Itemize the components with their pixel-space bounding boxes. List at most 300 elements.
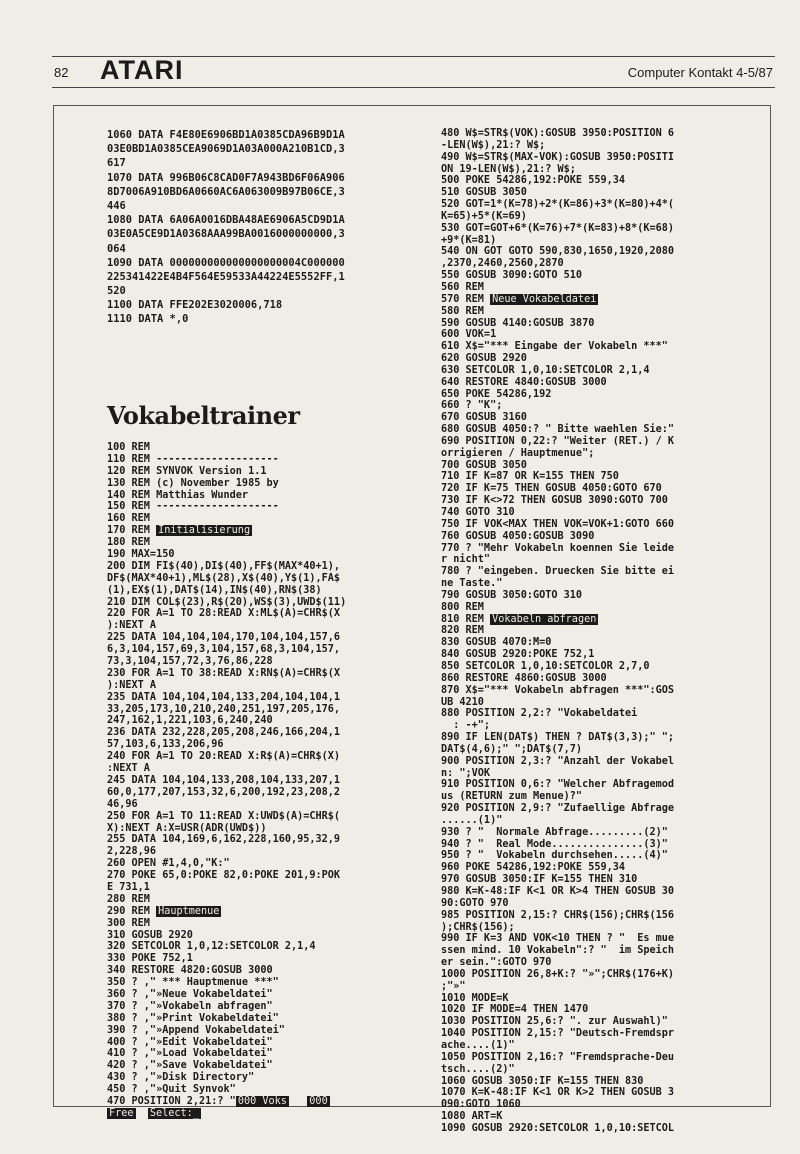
code-line xyxy=(107,213,345,227)
code-text: 830 GOSUB 4070:M=0 xyxy=(441,637,552,649)
code-line xyxy=(107,501,346,513)
code-line xyxy=(441,1052,674,1064)
code-line xyxy=(441,543,674,555)
code-text: 300 REM xyxy=(107,917,150,929)
code-text: 200 DIM FI$(40),DI$(40),FF$(MAX*40+1), xyxy=(107,560,341,572)
code-text: 560 REM xyxy=(441,281,484,293)
code-text: ON 19-LEN(W$),21:? W$; xyxy=(441,163,576,175)
code-text: 570 REM xyxy=(441,293,491,305)
code-text: 730 IF K<>72 THEN GOSUB 3090:GOTO 700 xyxy=(441,495,668,507)
code-text: 230 FOR A=1 TO 38:READ X:RN$(A)=CHR$(X xyxy=(107,667,341,679)
code-text: :NEXT A xyxy=(107,763,150,775)
code-line xyxy=(107,668,346,680)
code-line xyxy=(441,720,674,732)
code-line xyxy=(441,945,674,957)
code-line xyxy=(441,389,674,401)
code-line xyxy=(441,187,674,199)
code-line xyxy=(441,377,674,389)
code-line xyxy=(441,957,674,969)
code-text: 450 ? ,"»Quit Synvok" xyxy=(107,1084,236,1096)
code-line xyxy=(441,590,674,602)
code-text: K=65)+5*(K=69) xyxy=(441,210,527,222)
code-text: 520 xyxy=(107,285,126,298)
code-line xyxy=(107,442,346,454)
inverse-label: Neue Vokabeldatei xyxy=(492,293,597,305)
code-text: 280 REM xyxy=(107,893,150,905)
code-line xyxy=(107,142,345,156)
code-line xyxy=(107,656,346,668)
code-line xyxy=(107,199,345,213)
code-line xyxy=(107,632,346,644)
code-line xyxy=(441,365,674,377)
code-text: 1000 POSITION 26,8+K:? "»";CHR$(176+K) xyxy=(441,968,675,980)
code-line xyxy=(107,1060,346,1072)
code-text: 810 REM xyxy=(441,613,491,625)
code-line xyxy=(441,282,674,294)
code-text: 235 DATA 104,104,104,133,204,104,104,1 xyxy=(107,691,341,703)
code-line xyxy=(441,424,674,436)
code-line xyxy=(441,815,674,827)
code-text: 600 VOK=1 xyxy=(441,329,497,341)
code-line xyxy=(107,227,345,241)
code-line xyxy=(107,620,346,632)
code-text: 130 REM (c) November 1985 by xyxy=(107,477,279,489)
inverse-label: Hauptmenue xyxy=(158,905,220,917)
code-text: (1),EX$(1),DAT$(14),IN$(40),RN$(38) xyxy=(107,584,322,596)
inverse-label: 000 Voks xyxy=(237,1095,287,1107)
code-line xyxy=(107,823,346,835)
code-text: 680 GOSUB 4050:? " Bitte waehlen Sie:" xyxy=(441,424,675,436)
code-text: 770 ? "Mehr Vokabeln koennen Sie leide xyxy=(441,542,675,554)
code-text: 60,0,177,207,153,32,6,200,192,23,208,2 xyxy=(107,786,341,798)
code-line xyxy=(441,602,674,614)
code-text: 260 OPEN #1,4,0,"K:" xyxy=(107,858,230,870)
code-text: -LEN(W$),21:? W$; xyxy=(441,139,546,151)
page-number: 82 xyxy=(54,65,69,80)
code-line xyxy=(441,353,674,365)
inverse-label: Initialisierung xyxy=(158,525,251,537)
code-line xyxy=(107,128,345,142)
code-text: 290 REM xyxy=(107,905,157,917)
code-line xyxy=(441,910,674,922)
code-line xyxy=(441,223,674,235)
code-text: E 731,1 xyxy=(107,881,150,893)
code-text: 1050 POSITION 2,16:? "Fremdsprache-Deu xyxy=(441,1051,675,1063)
code-text: 790 GOSUB 3050:GOTO 310 xyxy=(441,589,583,601)
code-text: 8D7006A910BD6A0660AC6A063009B97B06CE,3 xyxy=(107,185,345,198)
code-line xyxy=(441,969,674,981)
code-text: 650 POKE 54286,192 xyxy=(441,388,552,400)
code-text: 6,3,104,157,69,3,104,157,68,3,104,157, xyxy=(107,644,341,656)
code-text: 480 W$=STR$(VOK):GOSUB 3950:POSITION 6 xyxy=(441,128,675,139)
code-text: 800 REM xyxy=(441,601,484,613)
code-text: UB 4210 xyxy=(441,696,484,708)
code-line xyxy=(441,697,674,709)
code-line xyxy=(107,561,346,573)
code-text: 660 ? "K"; xyxy=(441,400,503,412)
code-text: 225 DATA 104,104,104,170,104,104,157,6 xyxy=(107,632,341,644)
code-text: 245 DATA 104,104,133,208,104,133,207,1 xyxy=(107,774,341,786)
code-line xyxy=(441,199,674,211)
code-line xyxy=(107,156,345,170)
code-line xyxy=(107,585,346,597)
code-text: 520 GOT=1*(K=78)+2*(K=86)+3*(K=80)+4*( xyxy=(441,199,675,211)
code-text: 540 ON GOT GOTO 590,830,1650,1920,2080 xyxy=(441,246,675,258)
code-text: 820 REM xyxy=(441,625,484,637)
code-text: 710 IF K=87 OR K=155 THEN 750 xyxy=(441,471,619,483)
code-text: 03E0BD1A0385CEA9069D1A03A000A210B1CD,3 xyxy=(107,143,345,156)
code-line xyxy=(107,185,345,199)
code-text: 2,228,96 xyxy=(107,846,157,858)
code-text: 960 POKE 54286,192:POKE 559,34 xyxy=(441,862,626,874)
code-text: us (RETURN zum Menue)?" xyxy=(441,791,583,803)
code-line xyxy=(107,549,346,561)
code-line xyxy=(107,918,346,930)
code-text: 380 ? ,"»Print Vokabeldatei" xyxy=(107,1012,279,1024)
code-line xyxy=(107,811,346,823)
code-line xyxy=(441,768,674,780)
code-line xyxy=(441,827,674,839)
code-line xyxy=(441,578,674,590)
code-line xyxy=(441,685,674,697)
code-line xyxy=(107,763,346,775)
code-line xyxy=(441,507,674,519)
code-line xyxy=(441,673,674,685)
code-text: 03E0A5CE9D1A0368AAA99BA0016000000000,3 xyxy=(107,228,345,241)
code-text: 064 xyxy=(107,242,126,255)
listing-left-column xyxy=(107,442,346,1120)
code-line xyxy=(441,294,674,306)
code-line xyxy=(441,140,674,152)
code-line xyxy=(441,850,674,862)
code-text: 100 REM xyxy=(107,442,150,453)
code-line xyxy=(441,270,674,282)
code-line xyxy=(441,258,674,270)
code-line xyxy=(441,436,674,448)
code-text: 700 GOSUB 3050 xyxy=(441,459,527,471)
code-line xyxy=(441,460,674,472)
code-line xyxy=(441,933,674,945)
code-text: 490 W$=STR$(MAX-VOK):GOSUB 3950:POSITI xyxy=(441,151,675,163)
code-text: 190 MAX=150 xyxy=(107,549,175,561)
code-line xyxy=(441,1064,674,1076)
code-text: 57,103,6,133,206,96 xyxy=(107,739,224,751)
code-text: 610 X$="*** Eingabe der Vokabeln ***" xyxy=(441,341,668,353)
code-text: 780 ? "eingeben. Druecken Sie bitte ei xyxy=(441,566,675,578)
code-text: 1060 GOSUB 3050:IF K=155 THEN 830 xyxy=(441,1075,644,1087)
code-line xyxy=(107,490,346,502)
code-text: tsch....(2)" xyxy=(441,1063,515,1075)
code-text: 220 FOR A=1 TO 28:READ X:ML$(A)=CHR$(X xyxy=(107,608,341,620)
code-text: 1090 DATA 000000000000000000004C000000 xyxy=(107,256,345,269)
code-line xyxy=(107,1096,346,1108)
code-text: 360 ? ,"»Neue Vokabeldatei" xyxy=(107,988,273,1000)
code-text: 350 ? ," *** Hauptmenue ***" xyxy=(107,977,279,989)
code-line xyxy=(107,284,345,298)
code-line xyxy=(441,318,674,330)
code-line xyxy=(107,1048,346,1060)
code-text: 210 DIM COL$(23),R$(20),WS$(3),UWD$(11) xyxy=(107,596,347,608)
code-line xyxy=(441,175,674,187)
code-text: 390 ? ,"»Append Vokabeldatei" xyxy=(107,1024,285,1036)
code-text: 120 REM SYNVOK Version 1.1 xyxy=(107,465,267,477)
code-text: 1100 DATA FFE202E3020006,718 xyxy=(107,299,283,312)
code-text: 420 ? ,"»Save Vokabeldatei" xyxy=(107,1060,273,1072)
code-line xyxy=(107,537,346,549)
code-text: 410 ? ,"»Load Vokabeldatei" xyxy=(107,1048,273,1060)
code-line xyxy=(107,965,346,977)
code-line xyxy=(107,692,346,704)
code-line xyxy=(107,941,346,953)
code-line xyxy=(107,977,346,989)
code-line xyxy=(107,644,346,656)
code-text: 330 POKE 752,1 xyxy=(107,953,193,965)
code-line xyxy=(107,1013,346,1025)
code-line xyxy=(441,981,674,993)
code-text: 430 ? ,"»Disk Directory" xyxy=(107,1072,255,1084)
code-text: 160 REM xyxy=(107,513,150,525)
code-text: 940 ? " Real Mode...............(3)" xyxy=(441,838,668,850)
code-line xyxy=(441,1099,674,1111)
code-text: 860 RESTORE 4860:GOSUB 3000 xyxy=(441,672,607,684)
code-text: 110 REM -------------------- xyxy=(107,453,279,465)
code-text: 470 POSITION 2,21:? " xyxy=(107,1095,236,1107)
code-text: 1070 DATA 996B06C8CAD0F7A943BD6F06A906 xyxy=(107,171,345,184)
code-line xyxy=(107,799,346,811)
code-line xyxy=(441,1004,674,1016)
issue-label: Computer Kontakt 4-5/87 xyxy=(627,65,773,80)
code-text: ssen mind. 10 Vokabeln":? " im Speich xyxy=(441,945,675,957)
code-line xyxy=(441,874,674,886)
code-text: 617 xyxy=(107,157,126,170)
code-line xyxy=(441,246,674,258)
code-line xyxy=(107,466,346,478)
code-text: 870 X$="*** Vokabeln abfragen ***":GOS xyxy=(441,684,675,696)
code-line xyxy=(441,791,674,803)
section-title: Vokabeltrainer xyxy=(107,401,300,430)
code-text: ;"»" xyxy=(441,980,466,992)
code-line xyxy=(107,454,346,466)
page-header xyxy=(52,56,775,88)
code-text: 970 GOSUB 3050:IF K=155 THEN 310 xyxy=(441,874,638,886)
code-text: 880 POSITION 2,2:? "Vokabeldatei xyxy=(441,708,638,720)
code-line xyxy=(107,608,346,620)
code-line xyxy=(441,1040,674,1052)
code-line xyxy=(441,483,674,495)
code-text: 250 FOR A=1 TO 11:READ X:UWD$(A)=CHR$( xyxy=(107,810,341,822)
code-line xyxy=(441,1076,674,1088)
code-line xyxy=(441,1016,674,1028)
code-text: 550 GOSUB 3090:GOTO 510 xyxy=(441,270,583,282)
code-text: 590 GOSUB 4140:GOSUB 3870 xyxy=(441,317,595,329)
code-line xyxy=(107,1084,346,1096)
code-text: 840 GOSUB 2920:POKE 752,1 xyxy=(441,649,595,661)
code-text xyxy=(289,1096,307,1107)
code-text: ache....(1)" xyxy=(441,1039,515,1051)
code-text: +9*(K=81) xyxy=(441,234,497,246)
code-line xyxy=(441,661,674,673)
code-line xyxy=(441,531,674,543)
code-line xyxy=(441,412,674,424)
code-line xyxy=(441,566,674,578)
code-line xyxy=(107,930,346,942)
code-text: 236 DATA 232,228,205,208,246,166,204,1 xyxy=(107,727,341,739)
code-line xyxy=(441,329,674,341)
code-text: DAT$(4,6);" ";DAT$(7,7) xyxy=(441,743,583,755)
code-text: 150 REM -------------------- xyxy=(107,501,279,513)
code-line xyxy=(441,152,674,164)
code-line xyxy=(441,164,674,176)
code-text: 1020 IF MODE=4 THEN 1470 xyxy=(441,1004,589,1016)
code-line xyxy=(107,906,346,918)
code-line xyxy=(107,1025,346,1037)
inverse-label: 000 xyxy=(309,1095,328,1107)
code-line xyxy=(107,704,346,716)
code-line xyxy=(107,870,346,882)
listing-right-column xyxy=(441,128,674,1135)
code-text: ......(1)" xyxy=(441,814,503,826)
code-text: 500 POKE 54286,192:POKE 559,34 xyxy=(441,175,626,187)
code-line xyxy=(107,1001,346,1013)
code-text: 750 IF VOK<MAX THEN VOK=VOK+1:GOTO 660 xyxy=(441,518,675,530)
inverse-label: Select:_ xyxy=(149,1107,199,1119)
code-line xyxy=(107,256,345,270)
code-text: 630 SETCOLOR 1,0,10:SETCOLOR 2,1,4 xyxy=(441,364,650,376)
code-line xyxy=(107,739,346,751)
code-text: 690 POSITION 0,22:? "Weiter (RET.) / K xyxy=(441,435,675,447)
code-line xyxy=(441,744,674,756)
code-line xyxy=(441,495,674,507)
code-line xyxy=(441,448,674,460)
code-text: 920 POSITION 2,9:? "Zufaellige Abfrage xyxy=(441,803,675,815)
code-line xyxy=(441,1028,674,1040)
code-text: 170 REM xyxy=(107,525,157,537)
code-text: 320 SETCOLOR 1,0,12:SETCOLOR 2,1,4 xyxy=(107,941,316,953)
code-text: 1030 POSITION 25,6:? ". zur Auswahl)" xyxy=(441,1016,668,1028)
code-text: 640 RESTORE 4840:GOSUB 3000 xyxy=(441,376,607,388)
code-text: 1080 ART=K xyxy=(441,1111,503,1123)
code-line xyxy=(107,312,345,326)
code-line xyxy=(107,525,346,537)
code-line xyxy=(441,341,674,353)
code-text: 1040 POSITION 2,15:? "Deutsch-Fremdspr xyxy=(441,1028,675,1040)
code-text: 950 ? " Vokabeln durchsehen.....(4)" xyxy=(441,850,668,862)
code-text: er sein.":GOTO 970 xyxy=(441,957,552,969)
code-line xyxy=(107,680,346,692)
code-line xyxy=(441,898,674,910)
code-text: 990 IF K=3 AND VOK<10 THEN ? " Es mue xyxy=(441,933,675,945)
code-text: ,2370,2460,2560,2870 xyxy=(441,258,564,270)
code-text: 510 GOSUB 3050 xyxy=(441,187,527,199)
code-text: 255 DATA 104,169,6,162,228,160,95,32,9 xyxy=(107,834,341,846)
code-text: 180 REM xyxy=(107,537,150,549)
code-line xyxy=(107,1108,346,1120)
code-text: X):NEXT A:X=USR(ADR(UWD$)) xyxy=(107,822,267,834)
code-line xyxy=(107,989,346,1001)
code-text: 1080 DATA 6A06A0016DBA48AE6906A5CD9D1A xyxy=(107,214,345,227)
code-text: 620 GOSUB 2920 xyxy=(441,353,527,365)
code-text: 310 GOSUB 2920 xyxy=(107,929,193,941)
code-line xyxy=(441,519,674,531)
code-line xyxy=(441,637,674,649)
code-text: 247,162,1,221,103,6,240,240 xyxy=(107,715,273,727)
code-line xyxy=(441,1087,674,1099)
code-line xyxy=(441,756,674,768)
code-text: 33,205,173,10,210,240,251,197,205,176, xyxy=(107,703,341,715)
code-line xyxy=(441,649,674,661)
code-line xyxy=(107,171,345,185)
code-text: 340 RESTORE 4820:GOSUB 3000 xyxy=(107,965,273,977)
code-text: ):NEXT A xyxy=(107,620,157,632)
code-line xyxy=(441,708,674,720)
code-line xyxy=(107,573,346,585)
code-text: 1010 MODE=K xyxy=(441,992,509,1004)
code-line xyxy=(107,270,345,284)
code-text: 370 ? ,"»Vokabeln abfragen" xyxy=(107,1000,273,1012)
code-line xyxy=(441,886,674,898)
code-line xyxy=(441,625,674,637)
code-line xyxy=(441,471,674,483)
code-text: 720 IF K=75 THEN GOSUB 4050:GOTO 670 xyxy=(441,483,662,495)
code-text: ne Taste." xyxy=(441,578,503,590)
code-line xyxy=(441,1111,674,1123)
code-text: 760 GOSUB 4050:GOSUB 3090 xyxy=(441,530,595,542)
code-line xyxy=(107,787,346,799)
code-text: 90:GOTO 970 xyxy=(441,897,509,909)
code-text: 980 K=K-48:IF K<1 OR K>4 THEN GOSUB 30 xyxy=(441,886,675,897)
code-line xyxy=(107,858,346,870)
code-line xyxy=(107,846,346,858)
code-line xyxy=(441,862,674,874)
code-line xyxy=(441,839,674,851)
code-text: 850 SETCOLOR 1,0,10:SETCOLOR 2,7,0 xyxy=(441,660,650,672)
code-text: 985 POSITION 2,15:? CHR$(156);CHR$(156 xyxy=(441,909,675,921)
code-text: : -+"; xyxy=(441,720,491,732)
code-line xyxy=(107,775,346,787)
code-text: DF$(MAX*40+1),ML$(28),X$(40),Y$(1),FA$ xyxy=(107,572,341,584)
code-line xyxy=(107,882,346,894)
code-text: 090:GOTO 1060 xyxy=(441,1099,521,1111)
code-line xyxy=(107,715,346,727)
code-text: 140 REM Matthias Wunder xyxy=(107,489,249,501)
code-text: 530 GOT=GOT+6*(K=76)+7*(K=83)+8*(K=68) xyxy=(441,222,675,234)
code-line xyxy=(107,727,346,739)
code-text: 73,3,104,157,72,3,76,86,228 xyxy=(107,656,273,668)
code-text: 240 FOR A=1 TO 20:READ X:R$(A)=CHR$(X) xyxy=(107,751,341,763)
code-text: 930 ? " Normale Abfrage.........(2)" xyxy=(441,826,668,838)
code-text: 1110 DATA *,0 xyxy=(107,313,189,326)
code-text: 890 IF LEN(DAT$) THEN ? DAT$(3,3);" "; xyxy=(441,732,675,744)
code-text: 446 xyxy=(107,199,126,212)
code-text: 900 POSITION 2,3:? "Anzahl der Vokabel xyxy=(441,755,675,767)
code-line xyxy=(107,513,346,525)
code-line xyxy=(107,597,346,609)
code-line xyxy=(441,993,674,1005)
magazine-brand: ATARI xyxy=(100,55,184,85)
code-text: 1070 K=K-48:IF K<1 OR K>2 THEN GOSUB 3 xyxy=(441,1087,675,1099)
code-line xyxy=(107,242,345,256)
code-text: 910 POSITION 0,6:? "Welcher Abfragemod xyxy=(441,779,675,791)
code-line xyxy=(107,834,346,846)
code-line xyxy=(441,235,674,247)
code-text: 670 GOSUB 3160 xyxy=(441,412,527,424)
code-text: r nicht" xyxy=(441,554,491,566)
code-line xyxy=(441,128,674,140)
code-line xyxy=(107,751,346,763)
code-line xyxy=(441,306,674,318)
code-text: 1090 GOSUB 2920:SETCOLOR 1,0,10:SETCOL xyxy=(441,1122,675,1134)
code-text: 46,96 xyxy=(107,798,138,810)
